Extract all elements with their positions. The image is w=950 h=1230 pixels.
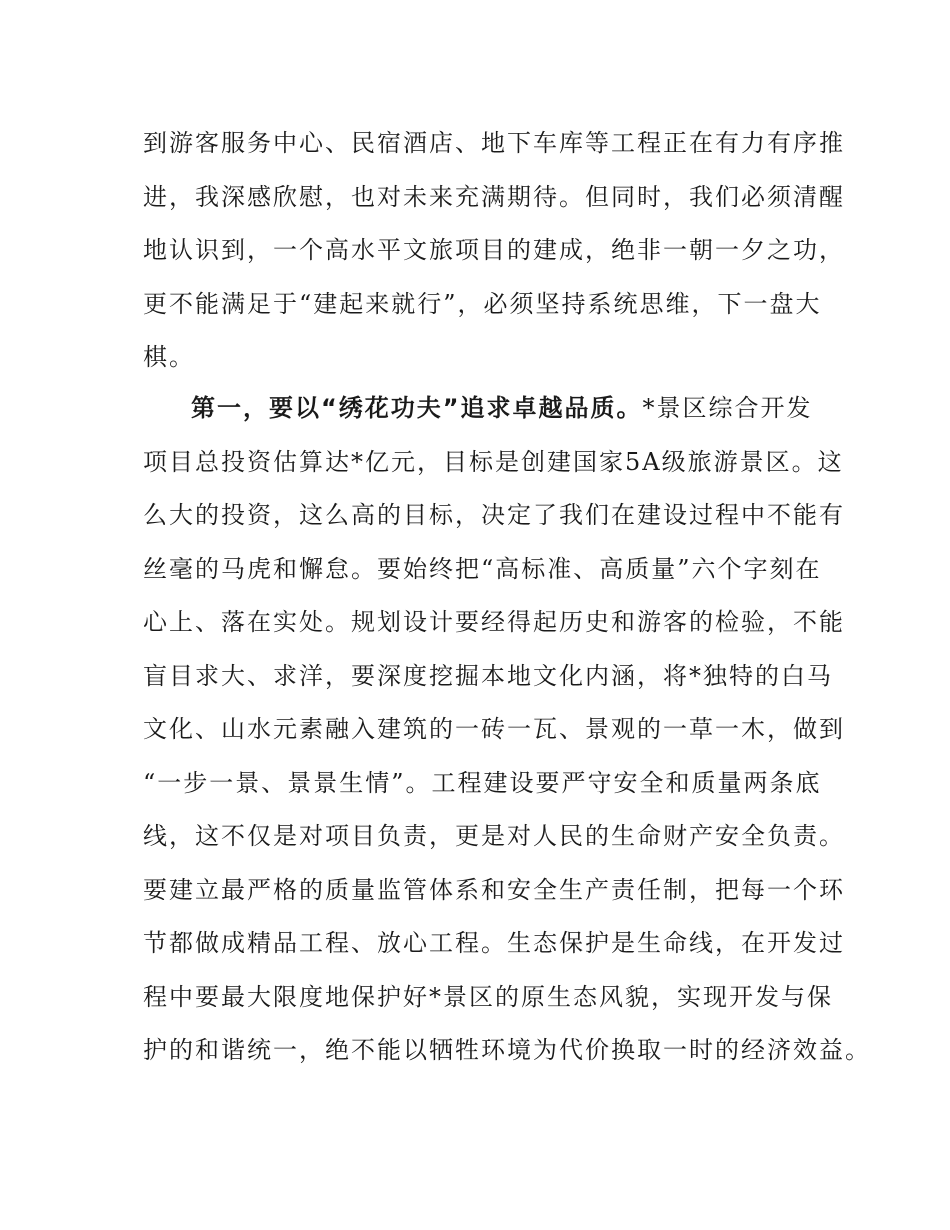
paragraph-line: 进，我深感欣慰，也对未来充满期待。但同时，我们必须清醒 [143,182,845,211]
paragraph-line: 丝毫的马虎和懈怠。要始终把“高标准、高质量”六个字刻在 [143,554,822,583]
paragraph-line: 文化、山水元素融入建筑的一砖一瓦、景观的一草一木，做到 [143,715,845,743]
paragraph-first-line [143,382,843,436]
paragraph-line: 程中要最大限度地保护好*景区的原生态风貌，实现开发与保 [143,982,833,1011]
paragraph-heading-lead: 第一，要以“绣花功夫”追求卓越品质。 [191,394,643,422]
paragraph-line: 地认识到，一个高水平文旅项目的建成，绝非一朝一夕之功， [143,236,845,264]
paragraph-line: 项目总投资估算达*亿元，目标是创建国家5A级旅游景区。这 [143,447,844,476]
paragraph-first-line-rest: *景区综合开发 [642,394,813,422]
paragraph-line: 节都做成精品工程、放心工程。生态保护是生命线，在开发过 [143,929,845,957]
paragraph-line: “一步一景、景景生情”。工程建设要严守安全和质量两条底 [143,768,822,797]
paragraph-line: 盲目求大、求洋，要深度挖掘本地文化内涵，将*独特的白马 [143,661,833,690]
paragraph-1 [143,117,843,385]
paragraph-line: 么大的投资，这么高的目标，决定了我们在建设过程中不能有 [143,501,845,529]
paragraph-2 [143,382,871,1078]
paragraph-line: 心上、落在实处。规划设计要经得起历史和游客的检验，不能 [143,608,845,636]
paragraph-line: 棋。 [143,343,195,371]
paragraph-line: 更不能满足于“建起来就行”，必须坚持系统思维，下一盘大 [143,289,822,318]
paragraph-line: 到游客服务中心、民宿酒店、地下车库等工程正在有力有序推 [143,129,845,157]
paragraph-line: 护的和谐统一，绝不能以牺牲环境为代价换取一时的经济效益。 [143,1036,871,1064]
paragraph-line: 线，这不仅是对项目负责，更是对人民的生命财产安全负责。 [143,822,845,850]
paragraph-line: 要建立最严格的质量监管体系和安全生产责任制，把每一个环 [143,875,845,904]
